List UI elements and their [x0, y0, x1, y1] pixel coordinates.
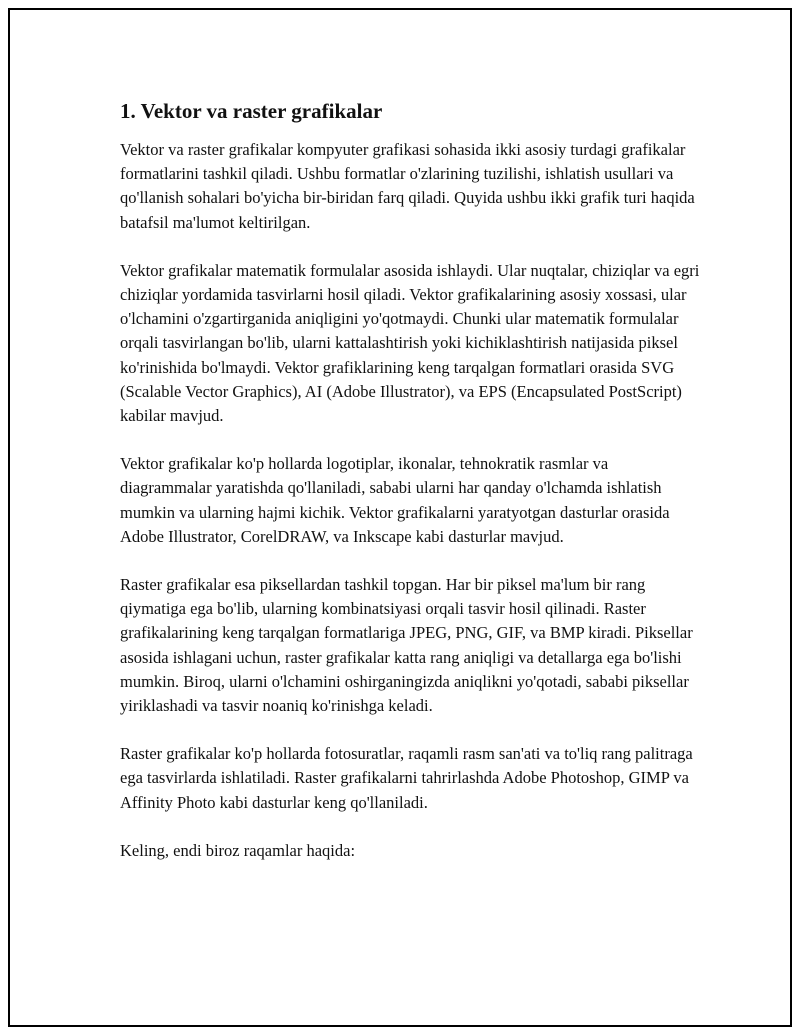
page-frame [8, 8, 792, 1027]
paragraph-numbers-lead: Keling, endi biroz raqamlar haqida: [120, 840, 356, 860]
paragraph-raster-usage: Raster grafikalar ko'p hollarda fotosuratlar, raqamli rasm san'ati va to'liq rang palitraga ega tasvirlarda ishlatiladi. Raster grafikalarni tahrirlashda Adobe Photoshop, GIMP va Affinity Photo kabi dasturlar keng qo'llaniladi. [120, 744, 693, 812]
paragraph-vector-basics: Vektor grafikalar matematik formulalar asosida ishlaydi. Ular nuqtalar, chiziqlar va egri chiziqlar yordamida tasvirlarni hosil qiladi. Vektor grafikalarining asosiy xossasi, ular o'lchamini o'zgartirganida aniqligini yo'qotmaydi. Chunki ular matematik formulalar orqali tasvirlangan bo'lib, ularni kattalashtirish yoki kichiklashtirish natijasida piksel ko'rinishida bo'lmaydi. Vektor grafiklarining keng tarqalgan formatlari orasida SVG (Scalable Vector Graphics), AI (Adobe Illustrator), va EPS (Encapsulated PostScript) kabilar mavjud. [120, 260, 700, 426]
document-body [120, 98, 700, 887]
paragraph-raster-basics: Raster grafikalar esa piksellardan tashkil topgan. Har bir piksel ma'lum bir rang qiymatiga ega bo'lib, ularning kombinatsiyasi orqali tasvir hosil qilinadi. Raster grafikalarining keng tarqalgan formatlariga JPEG, PNG, GIF, va BMP kiradi. Piksellar asosida ishlagani uchun, raster grafikalar katta rang aniqligi va detallarga ega bo'lishi mumkin. Biroq, ularni o'lchamini oshirganingizda aniqlikni yo'qotadi, sababi piksellar yiriklashadi va tasvir noaniq ko'rinishga keladi. [120, 575, 693, 716]
section-heading: 1. Vektor va raster grafikalar [120, 99, 383, 123]
paragraph-vector-usage: Vektor grafikalar ko'p hollarda logotiplar, ikonalar, tehnokratik rasmlar va diagrammalar yaratishda qo'llaniladi, sababi ularni har qanday o'lchamda ishlatish mumkin va ularning hajmi kichik. Vektor grafikalarni yaratyotgan dasturlar orasida Adobe Illustrator, CorelDRAW, va Inkscape kabi dasturlar mavjud. [120, 454, 670, 546]
paragraph-intro: Vektor va raster grafikalar kompyuter grafikasi sohasida ikki asosiy turdagi grafikalar formatlarini tashkil qiladi. Ushbu formatlar o'zlarining tuzilishi, ishlatish usullari va qo'llanish sohalari bo'yicha bir-biridan farq qiladi. Quyida ushbu ikki grafik turi haqida batafsil ma'lumot keltirilgan. [120, 140, 695, 232]
